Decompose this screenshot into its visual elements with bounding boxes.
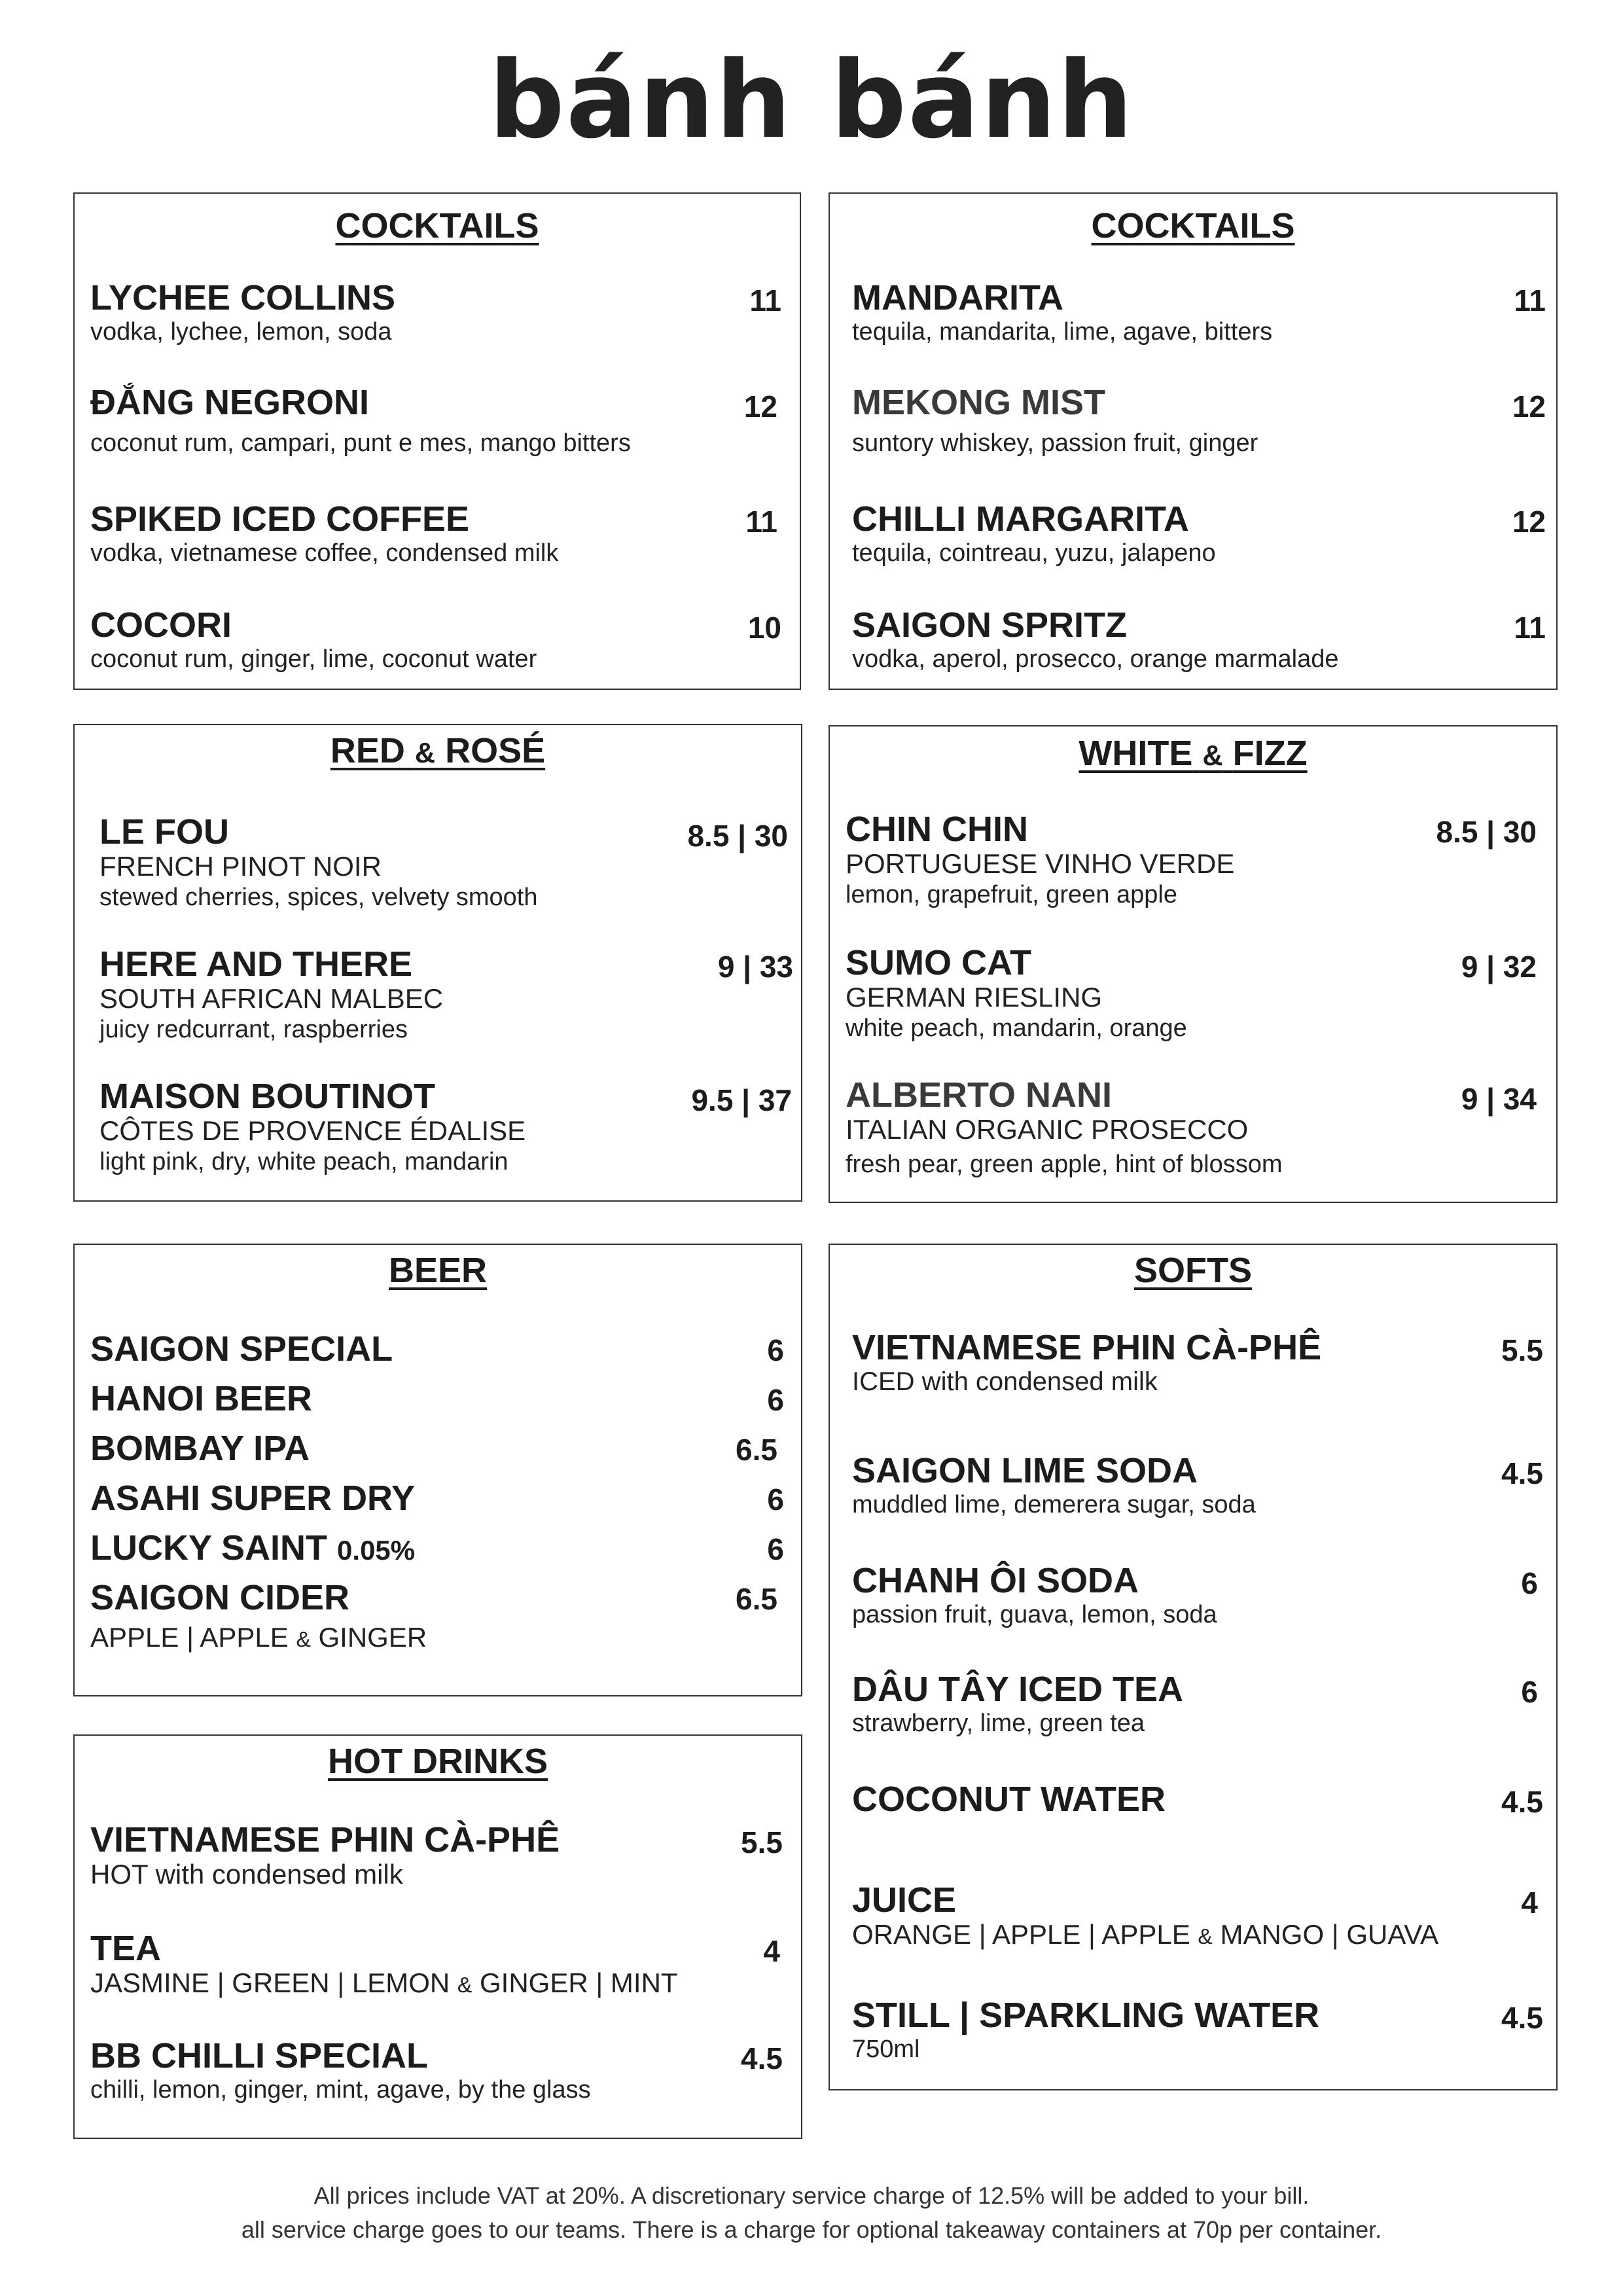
item-name: HERE AND THERE [99,944,413,984]
menu-item [90,279,395,347]
item-price: 8.5 | 30 [687,819,788,853]
menu-item [99,945,443,1045]
item-description: 750ml [852,2036,920,2063]
item-price: 4.5 [1501,1456,1543,1490]
menu-item [852,500,1216,568]
item-name: LUCKY SAINT [90,1528,328,1568]
beer-item [90,1380,312,1418]
cocktails-right-section [829,192,1558,690]
item-description: juicy redcurrant, raspberries [99,1016,408,1043]
item-name: COCONUT WATER [852,1780,1166,1819]
item-name: SUMO CAT [846,943,1031,982]
item-description: strawberry, lime, green tea [852,1710,1145,1737]
item-name: ASAHI SUPER DRY [90,1479,416,1518]
item-name: BB CHILLI SPECIAL [90,2036,429,2075]
item-name: LE FOU [99,812,229,852]
item-price: 9 | 34 [1461,1082,1537,1116]
menu-item [846,944,1187,1043]
menu-item [852,279,1272,347]
item-options: APPLE | APPLE & GINGER [90,1622,427,1653]
item-price: 11 [1514,611,1546,645]
item-price: 9 | 32 [1461,950,1537,984]
beer-item [90,1479,415,1517]
item-price: 6 [1521,1675,1538,1709]
section-title: HOT DRINKS [328,1742,548,1781]
softs-section [829,1244,1558,2090]
item-origin: FRENCH PINOT NOIR [99,851,382,882]
menu-item [90,2037,591,2105]
item-description: ORANGE | APPLE | APPLE & MANGO | GUAVA [852,1919,1439,1950]
menu-item [852,1562,1217,1630]
item-price: 11 [749,283,781,317]
item-description: tequila, mandarita, lime, agave, bitters [852,318,1273,346]
item-description: stewed cherries, spices, velvety smooth [99,884,538,911]
item-name: MANDARITA [852,278,1063,317]
item-price: 12 [743,389,777,423]
item-name: VIETNAMESE PHIN CÀ-PHÊ [852,1328,1322,1367]
item-name: ĐẮNG NEGRONI [90,383,370,422]
item-description: vodka, lychee, lemon, soda [90,318,392,346]
menu-item [90,606,537,674]
section-title: COCKTAILS [335,206,539,245]
title-ampersand: & [414,738,436,769]
title-part: ROSÉ [445,731,546,770]
title-part: RED [330,731,405,770]
brand-title: bánh bánh [488,39,1135,162]
cocktails-left-section [73,192,801,690]
item-name: LYCHEE COLLINS [90,278,396,317]
menu-item [852,384,1258,458]
item-name: ALBERTO NANI [846,1075,1113,1115]
item-description: ICED with condensed milk [852,1367,1158,1396]
item-description: JASMINE | GREEN | LEMON & GINGER | MINT [90,1967,678,1998]
item-price: 6 [767,1532,784,1566]
item-abv: 0.05% [337,1535,416,1566]
beer-item [90,1529,415,1570]
item-price: 12 [1512,389,1546,423]
item-origin: CÔTES DE PROVENCE ÉDALISE [99,1115,526,1146]
item-price: 8.5 | 30 [1436,815,1537,849]
item-name: JUICE [852,1880,957,1920]
item-description: muddled lime, demerera sugar, soda [852,1491,1256,1518]
beer-section [73,1244,802,1696]
beer-item [90,1429,310,1467]
item-price: 4.5 [741,2041,783,2075]
hot-drinks-section [73,1734,802,2139]
item-name: TEA [90,1929,161,1968]
item-description: HOT with condensed milk [90,1859,403,1890]
footer-vat-note: All prices include VAT at 20%. A discretionary service charge of 12.5% will be added to your bill. [313,2182,1310,2209]
title-ampersand: & [1202,740,1223,772]
menu-item [99,1077,526,1177]
item-price: 9.5 | 37 [691,1083,792,1117]
menu-item [852,1996,1319,2064]
item-price: 9 | 33 [717,950,793,984]
item-price: 4.5 [1501,1785,1543,1819]
menu-item [90,500,558,568]
item-description: passion fruit, guava, lemon, soda [852,1601,1217,1628]
section-title: SOFTS [1133,1251,1252,1290]
item-name: MAISON BOUTINOT [99,1077,435,1116]
menu-item [90,1929,678,2001]
item-origin: ITALIAN ORGANIC PROSECCO [846,1114,1249,1145]
red-rose-section [73,724,802,1202]
menu-item [852,1780,1166,1818]
item-name: SAIGON SPRITZ [852,605,1128,645]
item-name: CHIN CHIN [846,810,1028,849]
item-price: 6 [1521,1566,1538,1600]
item-description: lemon, grapefruit, green apple [846,881,1177,908]
item-name: STILL | SPARKLING WATER [852,1996,1320,2035]
item-price: 10 [747,611,781,645]
item-origin: GERMAN RIESLING [846,982,1103,1013]
beer-item [90,1579,427,1656]
menu-item [846,810,1234,910]
item-description: white peach, mandarin, orange [846,1014,1187,1042]
item-price: 6 [767,1333,784,1367]
menu-item [90,384,631,458]
item-origin: PORTUGUESE VINHO VERDE [846,848,1235,879]
item-price: 6 [767,1383,784,1417]
footer-service-note: all service charge goes to our teams. There is a charge for optional takeaway containers at 70p per container. [241,2216,1382,2243]
menu-item [852,1452,1256,1520]
menu-item [852,1670,1183,1738]
item-description: suntory whiskey, passion fruit, ginger [852,429,1258,457]
menu-item [90,1821,560,1890]
item-price: 4.5 [1501,2001,1543,2035]
item-name: DÂU TÂY ICED TEA [852,1670,1184,1709]
item-description: coconut rum, ginger, lime, coconut water [90,645,537,673]
section-title [75,730,801,771]
item-name: SAIGON LIME SODA [852,1451,1198,1490]
item-price: 12 [1512,505,1546,539]
item-price: 4 [1521,1886,1538,1920]
item-price: 5.5 [1501,1333,1543,1367]
item-name: MEKONG MIST [852,383,1105,422]
item-description: vodka, aperol, prosecco, orange marmalade [852,645,1339,673]
item-name: SAIGON SPECIAL [90,1329,393,1369]
item-name: SAIGON CIDER [90,1578,350,1617]
item-price: 6.5 [736,1582,777,1616]
item-price: 11 [745,505,777,539]
item-description: fresh pear, green apple, hint of blossom [846,1151,1283,1178]
item-name: CHANH ÔI SODA [852,1561,1139,1600]
item-description: light pink, dry, white peach, mandarin [99,1148,508,1175]
menu-item [852,1881,1438,1953]
item-description: tequila, cointreau, yuzu, jalapeno [852,539,1216,567]
item-name: COCORI [90,605,232,645]
item-description: vodka, vietnamese coffee, condensed milk [90,539,559,567]
item-origin: SOUTH AFRICAN MALBEC [99,983,444,1014]
item-name: HANOI BEER [90,1379,313,1418]
beer-item [90,1330,393,1368]
section-title: BEER [388,1251,488,1290]
item-price: 6 [767,1482,784,1516]
menu-item [99,813,538,912]
menu-item [852,1329,1321,1397]
item-name: SPIKED ICED COFFEE [90,499,470,539]
item-name: VIETNAMESE PHIN CÀ-PHÊ [90,1820,560,1859]
item-name: BOMBAY IPA [90,1429,310,1468]
menu-item [852,606,1339,674]
menu-item [846,1076,1283,1179]
white-fizz-section [829,725,1558,1203]
section-title [830,733,1556,774]
item-name: CHILLI MARGARITA [852,499,1189,539]
item-price: 11 [1514,283,1546,317]
item-price: 6.5 [736,1433,777,1467]
item-price: 5.5 [741,1825,783,1859]
title-part: FIZZ [1232,734,1308,773]
item-price: 4 [763,1934,780,1968]
title-part: WHITE [1079,734,1193,773]
section-title: COCKTAILS [1091,206,1295,245]
item-description: chilli, lemon, ginger, mint, agave, by the glass [90,2076,591,2104]
item-description: coconut rum, campari, punt e mes, mango bitters [90,429,631,457]
